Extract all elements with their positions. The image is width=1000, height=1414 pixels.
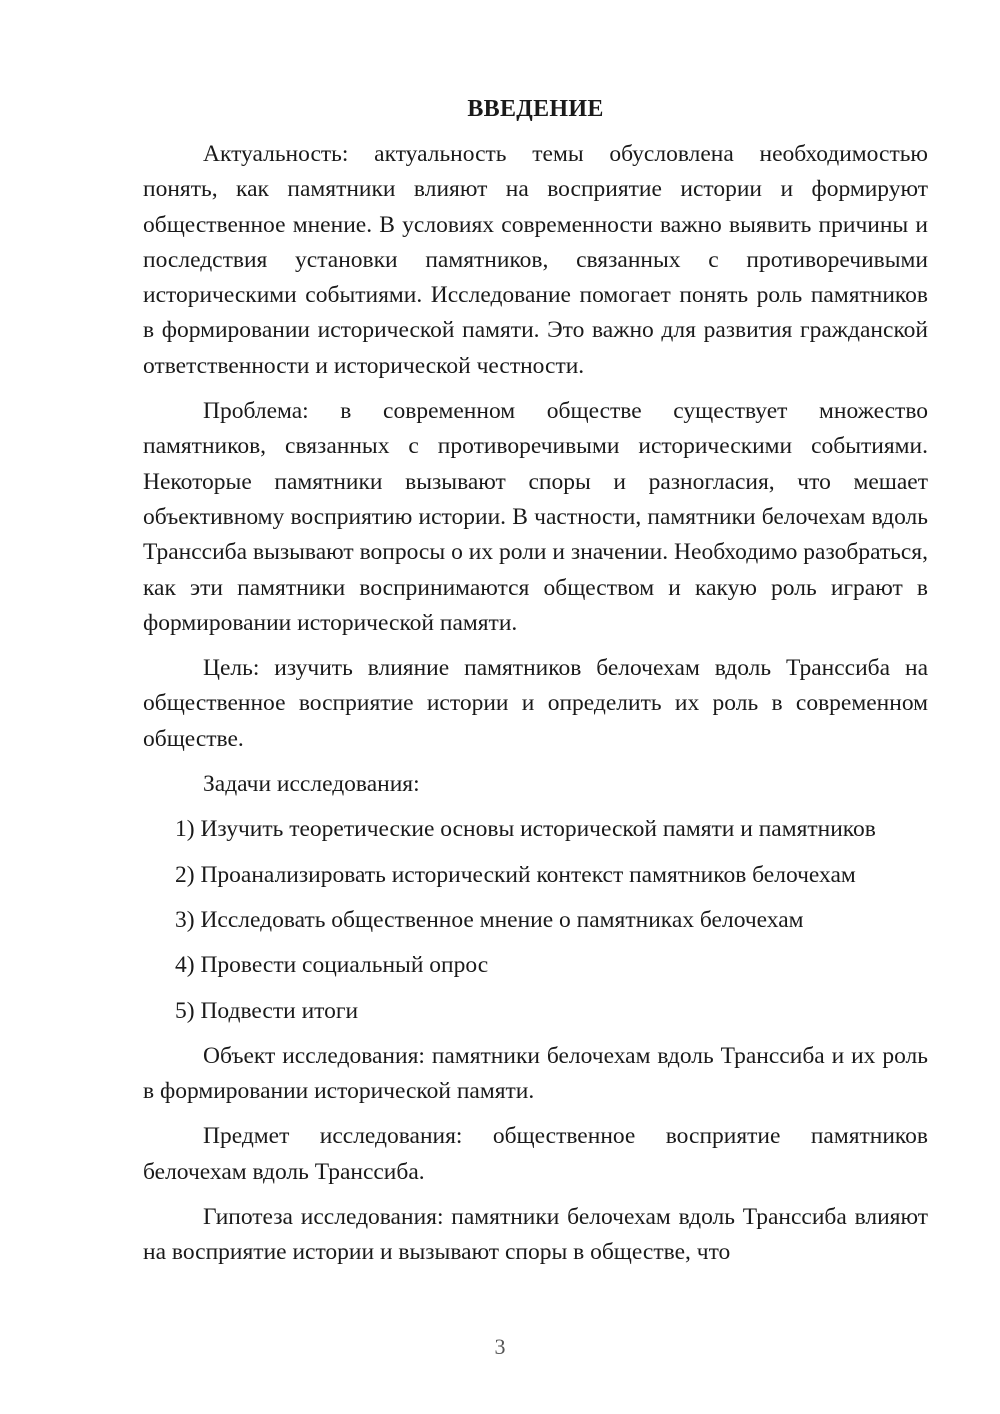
task-item: 5) Подвести итоги	[175, 997, 359, 1024]
hypothesis-paragraph: Гипотеза исследования: памятники белочехам вдоль Транссиба влияют на восприятие истории и вызывают споры в обществе, что	[143, 1204, 928, 1266]
object-paragraph: Объект исследования: памятники белочехам вдоль Транссиба и их роль в формировании исторической памяти.	[143, 1042, 928, 1105]
tasks-list	[143, 812, 928, 1028]
tasks-heading: Задачи исследования:	[203, 771, 420, 798]
page-content	[143, 93, 928, 1271]
goal-paragraph: Цель: изучить влияние памятников белочехам вдоль Транссиба на общественное восприятие истории и определить их роль в современном обществе.	[143, 655, 928, 752]
page-number: 3	[494, 1334, 506, 1359]
relevance-paragraph: Актуальность: актуальность темы обусловлена необходимостью понять, как памятники влияют на восприятие истории и формируют общественное мнение. В условиях современности важно выявить причины и последствия установки памятников, связанных с противоречивыми историческими событиями. Исследование помогает понять роль памятников в формировании исторической памяти. Это важно для развития гражданской ответственности и исторической честности.	[143, 141, 928, 379]
task-item: 2) Проанализировать исторический контекст памятников белочехам	[175, 861, 856, 888]
task-item: 3) Исследовать общественное мнение о памятниках белочехам	[175, 906, 804, 933]
task-item: 1) Изучить теоретические основы исторической памяти и памятников	[175, 816, 876, 843]
subject-paragraph: Предмет исследования: общественное восприятие памятников белочехам вдоль Транссиба.	[143, 1123, 928, 1185]
section-title: ВВЕДЕНИЕ	[467, 96, 604, 122]
task-item: 4) Провести социальный опрос	[175, 952, 489, 979]
problem-paragraph: Проблема: в современном обществе существует множество памятников, связанных с противоречивыми историческими событиями. Некоторые памятники вызывают споры и разногласия, что мешает объективному восприятию истории. В частности, памятники белочехам вдоль Транссиба вызывают вопросы о их роли и значении. Необходимо разобраться, как эти памятники воспринимаются обществом и какую роль играют в формировании исторической памяти.	[143, 398, 928, 636]
